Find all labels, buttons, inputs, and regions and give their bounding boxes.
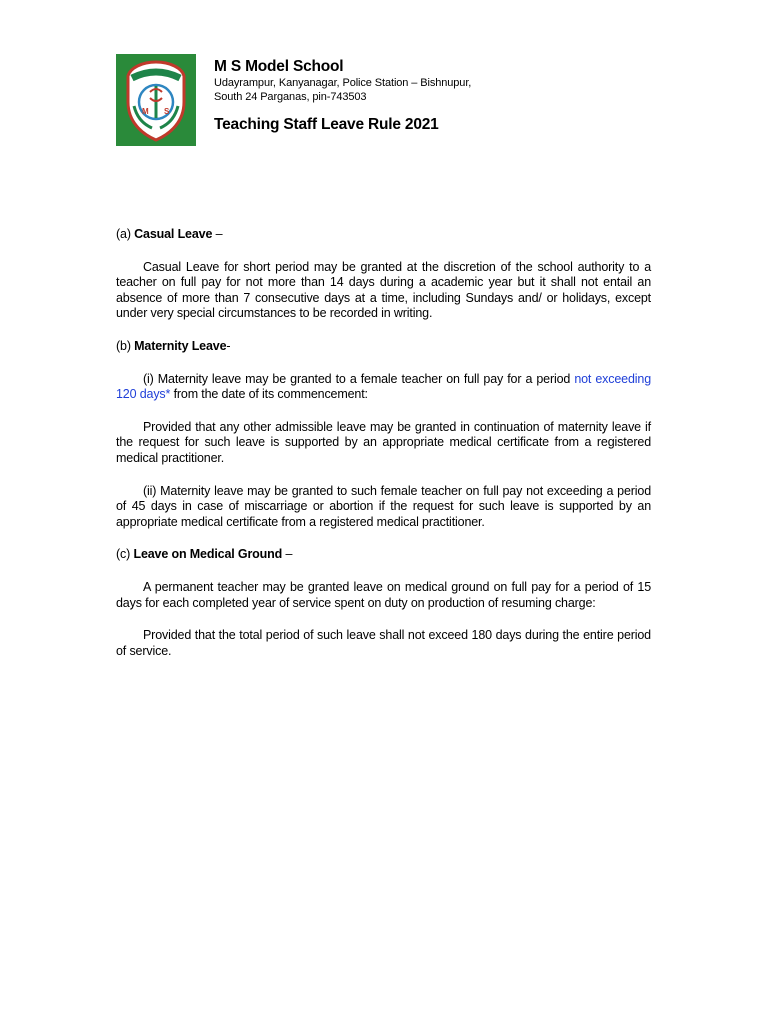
- section-b-para1-start: (i) Maternity leave may be granted to a female teacher on full pay for a period: [143, 371, 575, 386]
- svg-text:M: M: [142, 107, 149, 116]
- document-title: Teaching Staff Leave Rule 2021: [214, 116, 439, 133]
- section-c-paragraph-1: A permanent teacher may be granted leave on medical ground on full pay for a period of 15 days for each completed year of service spent on duty on production of resuming charge:: [116, 579, 651, 610]
- address-line-2: South 24 Parganas, pin-743503: [214, 90, 367, 103]
- school-logo: [116, 54, 196, 146]
- school-address: [214, 77, 471, 104]
- section-b-heading: [116, 339, 651, 355]
- section-b-paragraph-2: Provided that any other admissible leave may be granted in continuation of maternity leave if the request for such leave is supported by an appropriate medical certificate from a registered medical practitioner.: [116, 419, 651, 465]
- document-body: [116, 227, 651, 676]
- address-line-1: Udayrampur, Kanyanagar, Police Station – Bishnupur,: [214, 77, 472, 89]
- section-a-title: Casual Leave: [134, 227, 213, 241]
- section-c-suffix: –: [282, 547, 293, 562]
- section-b-para1-highlight: not exceeding 120 days*: [116, 371, 652, 402]
- svg-text:S: S: [164, 107, 170, 116]
- section-a-suffix: –: [212, 227, 223, 241]
- section-b-paragraph-3: (ii) Maternity leave may be granted to such female teacher on full pay not exceeding a period of 45 days in case of miscarriage or abortion if the request for such leave is supported by an appropriate medical certificate from a registered medical practitioner.: [116, 483, 651, 529]
- section-b-prefix: (b): [116, 338, 135, 353]
- section-c-paragraph-2: Provided that the total period of such leave shall not exceed 180 days during the entire period of service.: [116, 628, 651, 658]
- school-name: M S Model School: [214, 58, 344, 75]
- section-c-heading: [116, 547, 651, 563]
- section-a-prefix: (a): [116, 227, 135, 241]
- section-c-title: Leave on Medical Ground: [133, 547, 283, 562]
- section-b-title: Maternity Leave: [134, 338, 227, 353]
- school-crest-logo-icon: [118, 56, 194, 144]
- section-b-paragraph-1: [116, 372, 651, 403]
- section-b-para1-end: from the date of its commencement:: [170, 387, 368, 402]
- section-c-prefix: (c): [116, 547, 134, 562]
- section-b-suffix: -: [226, 338, 231, 353]
- section-a-paragraph-1: Casual Leave for short period may be granted at the discretion of the school authority to a teacher on full pay for not more than 14 days during a academic year but it shall not entail an absence of more than 7 consecutive days at a time, including Sundays and/ or holidays, except under very special circumstances to be recorded in writing.: [116, 259, 651, 321]
- section-a-heading: [116, 227, 651, 243]
